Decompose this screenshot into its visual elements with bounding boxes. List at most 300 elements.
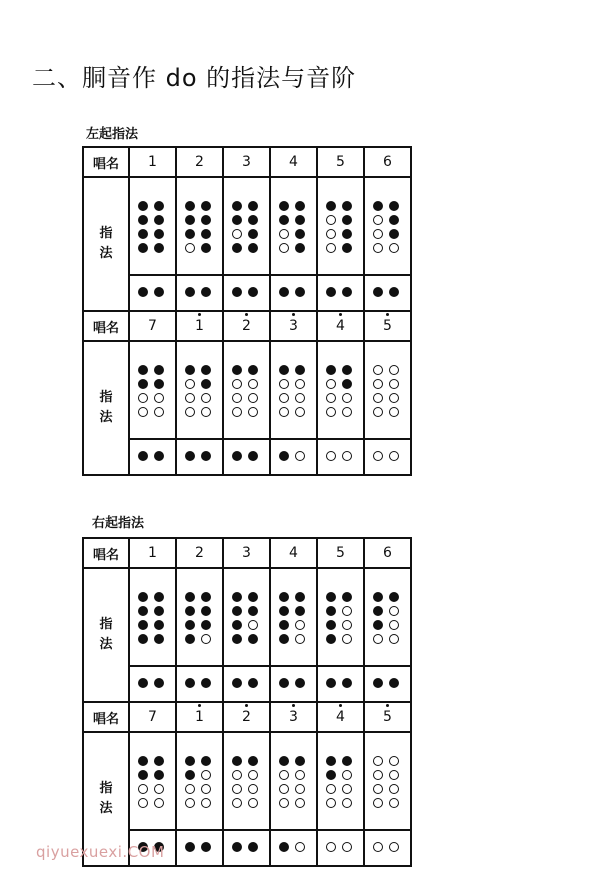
note-cell [223, 702, 270, 732]
upper-holes-cell [364, 732, 411, 830]
closed-hole-icon [138, 756, 148, 766]
closed-hole-icon [342, 229, 352, 239]
closed-hole-icon [185, 634, 195, 644]
closed-hole-icon [185, 606, 195, 616]
upper-holes-diagram [185, 756, 215, 808]
open-hole-icon [373, 842, 383, 852]
open-hole-icon [201, 770, 211, 780]
note-cell [176, 147, 223, 177]
open-hole-icon [373, 407, 383, 417]
closed-hole-icon [342, 201, 352, 211]
fingering-label-char: 指 [99, 781, 113, 796]
closed-hole-icon [201, 379, 211, 389]
upper-holes-diagram [138, 592, 168, 644]
closed-hole-icon [138, 229, 148, 239]
closed-hole-icon [279, 592, 289, 602]
closed-hole-icon [154, 365, 164, 375]
note-cell [317, 311, 364, 341]
high-octave-dot-icon [386, 704, 389, 707]
upper-holes-cell [364, 568, 411, 666]
closed-hole-icon [138, 451, 148, 461]
open-hole-icon [279, 379, 289, 389]
note-name: 1 [148, 545, 157, 561]
closed-hole-icon [154, 451, 164, 461]
closed-hole-icon [154, 678, 164, 688]
lower-holes-diagram [326, 287, 356, 297]
open-hole-icon [373, 365, 383, 375]
note-name-label: 唱名 [83, 311, 129, 341]
open-hole-icon [373, 798, 383, 808]
lower-holes-diagram [373, 842, 403, 852]
upper-holes-row [83, 341, 411, 439]
note-cell [317, 147, 364, 177]
section-label-right: 右起指法 [92, 516, 145, 531]
open-hole-icon [201, 798, 211, 808]
note-name: 4 [289, 545, 298, 561]
closed-hole-icon [201, 678, 211, 688]
closed-hole-icon [373, 678, 383, 688]
watermark: qiyuexuexi.COM [36, 843, 165, 861]
upper-holes-diagram [279, 592, 309, 644]
closed-hole-icon [373, 606, 383, 616]
open-hole-icon [342, 770, 352, 780]
note-cell [176, 702, 223, 732]
open-hole-icon [326, 229, 336, 239]
open-hole-icon [342, 393, 352, 403]
open-hole-icon [342, 634, 352, 644]
upper-holes-cell [317, 177, 364, 275]
closed-hole-icon [138, 201, 148, 211]
open-hole-icon [326, 393, 336, 403]
closed-hole-icon [201, 243, 211, 253]
open-hole-icon [138, 784, 148, 794]
upper-holes-diagram [232, 592, 262, 644]
open-hole-icon [279, 393, 289, 403]
closed-hole-icon [232, 365, 242, 375]
open-hole-icon [326, 243, 336, 253]
note-cell [270, 702, 317, 732]
open-hole-icon [232, 784, 242, 794]
open-hole-icon [185, 393, 195, 403]
lower-holes-diagram [373, 287, 403, 297]
closed-hole-icon [248, 634, 258, 644]
closed-hole-icon [248, 592, 258, 602]
high-octave-dot-icon [386, 313, 389, 316]
closed-hole-icon [279, 756, 289, 766]
closed-hole-icon [389, 215, 399, 225]
lower-holes-cell [176, 439, 223, 475]
upper-holes-diagram [373, 756, 403, 808]
upper-holes-diagram [185, 592, 215, 644]
closed-hole-icon [248, 287, 258, 297]
lower-holes-diagram [138, 451, 168, 461]
upper-holes-cell [176, 341, 223, 439]
open-hole-icon [295, 784, 305, 794]
upper-holes-cell [364, 341, 411, 439]
note-name: 5 [383, 318, 392, 334]
closed-hole-icon [232, 287, 242, 297]
lower-holes-cell [223, 666, 270, 702]
closed-hole-icon [248, 201, 258, 211]
open-hole-icon [248, 798, 258, 808]
section-label-left: 左起指法 [86, 127, 139, 142]
closed-hole-icon [138, 243, 148, 253]
note-name: 6 [383, 154, 392, 170]
open-hole-icon [279, 243, 289, 253]
upper-holes-cell [317, 341, 364, 439]
closed-hole-icon [154, 229, 164, 239]
note-cell [270, 147, 317, 177]
open-hole-icon [342, 842, 352, 852]
lower-holes-cell [223, 275, 270, 311]
closed-hole-icon [185, 215, 195, 225]
upper-holes-cell [364, 177, 411, 275]
lower-holes-diagram [185, 842, 215, 852]
lower-holes-cell [176, 275, 223, 311]
closed-hole-icon [154, 592, 164, 602]
lower-holes-cell [176, 830, 223, 866]
closed-hole-icon [295, 201, 305, 211]
closed-hole-icon [295, 756, 305, 766]
closed-hole-icon [232, 634, 242, 644]
closed-hole-icon [154, 201, 164, 211]
upper-holes-diagram [232, 365, 262, 417]
open-hole-icon [389, 770, 399, 780]
open-hole-icon [342, 451, 352, 461]
open-hole-icon [248, 620, 258, 630]
lower-holes-cell [364, 275, 411, 311]
open-hole-icon [389, 243, 399, 253]
open-hole-icon [279, 784, 289, 794]
fingering-table-right [82, 537, 412, 867]
lower-holes-diagram [185, 451, 215, 461]
note-name: 5 [383, 709, 392, 725]
closed-hole-icon [185, 451, 195, 461]
open-hole-icon [232, 393, 242, 403]
high-octave-dot-icon [339, 313, 342, 316]
open-hole-icon [326, 798, 336, 808]
upper-holes-diagram [326, 365, 356, 417]
note-name: 6 [383, 545, 392, 561]
closed-hole-icon [279, 287, 289, 297]
note-name: 7 [148, 318, 157, 334]
open-hole-icon [326, 407, 336, 417]
upper-holes-cell [223, 341, 270, 439]
closed-hole-icon [201, 842, 211, 852]
note-cell [317, 702, 364, 732]
upper-holes-diagram [279, 365, 309, 417]
upper-holes-diagram [185, 365, 215, 417]
high-octave-dot-icon [198, 704, 201, 707]
open-hole-icon [185, 243, 195, 253]
note-name: 4 [336, 709, 345, 725]
closed-hole-icon [248, 243, 258, 253]
note-cell [364, 311, 411, 341]
closed-hole-icon [342, 287, 352, 297]
open-hole-icon [295, 379, 305, 389]
note-name: 2 [195, 154, 204, 170]
upper-holes-cell [317, 732, 364, 830]
lower-holes-diagram [373, 678, 403, 688]
closed-hole-icon [138, 592, 148, 602]
closed-hole-icon [326, 678, 336, 688]
closed-hole-icon [389, 592, 399, 602]
open-hole-icon [326, 842, 336, 852]
note-cell [129, 147, 176, 177]
closed-hole-icon [248, 606, 258, 616]
closed-hole-icon [201, 287, 211, 297]
closed-hole-icon [138, 287, 148, 297]
open-hole-icon [248, 407, 258, 417]
lower-holes-row [83, 439, 411, 475]
closed-hole-icon [154, 620, 164, 630]
lower-holes-diagram [279, 451, 309, 461]
closed-hole-icon [248, 215, 258, 225]
open-hole-icon [201, 407, 211, 417]
lower-holes-cell [129, 275, 176, 311]
open-hole-icon [389, 620, 399, 630]
closed-hole-icon [185, 770, 195, 780]
note-name: 1 [195, 709, 204, 725]
open-hole-icon [295, 634, 305, 644]
closed-hole-icon [326, 620, 336, 630]
closed-hole-icon [154, 215, 164, 225]
open-hole-icon [279, 798, 289, 808]
lower-holes-cell [176, 666, 223, 702]
closed-hole-icon [248, 451, 258, 461]
open-hole-icon [248, 784, 258, 794]
note-name: 4 [289, 154, 298, 170]
open-hole-icon [389, 634, 399, 644]
open-hole-icon [373, 393, 383, 403]
note-name: 3 [289, 318, 298, 334]
lower-holes-cell [317, 275, 364, 311]
closed-hole-icon [232, 215, 242, 225]
high-octave-dot-icon [292, 313, 295, 316]
closed-hole-icon [342, 243, 352, 253]
open-hole-icon [389, 756, 399, 766]
upper-holes-diagram [326, 201, 356, 253]
closed-hole-icon [185, 229, 195, 239]
fingering-label-char: 法 [99, 410, 113, 425]
note-name-label: 唱名 [83, 702, 129, 732]
lower-holes-diagram [232, 287, 262, 297]
fingering-label [83, 341, 129, 475]
open-hole-icon [201, 634, 211, 644]
open-hole-icon [389, 606, 399, 616]
lower-holes-cell [270, 666, 317, 702]
lower-holes-diagram [185, 678, 215, 688]
open-hole-icon [232, 798, 242, 808]
closed-hole-icon [185, 201, 195, 211]
open-hole-icon [373, 379, 383, 389]
open-hole-icon [138, 393, 148, 403]
open-hole-icon [342, 784, 352, 794]
upper-holes-cell [270, 732, 317, 830]
open-hole-icon [373, 634, 383, 644]
closed-hole-icon [326, 287, 336, 297]
closed-hole-icon [201, 756, 211, 766]
closed-hole-icon [138, 379, 148, 389]
open-hole-icon [342, 407, 352, 417]
note-cell [223, 147, 270, 177]
closed-hole-icon [201, 215, 211, 225]
note-name: 4 [336, 318, 345, 334]
lower-holes-diagram [326, 842, 356, 852]
lower-holes-diagram [232, 842, 262, 852]
lower-holes-diagram [279, 287, 309, 297]
closed-hole-icon [154, 243, 164, 253]
note-name: 1 [195, 318, 204, 334]
upper-holes-diagram [326, 756, 356, 808]
closed-hole-icon [373, 201, 383, 211]
note-cell [270, 538, 317, 568]
closed-hole-icon [185, 365, 195, 375]
closed-hole-icon [185, 756, 195, 766]
closed-hole-icon [279, 842, 289, 852]
closed-hole-icon [201, 606, 211, 616]
open-hole-icon [295, 620, 305, 630]
lower-holes-diagram [326, 678, 356, 688]
closed-hole-icon [295, 243, 305, 253]
upper-holes-cell [223, 177, 270, 275]
lower-holes-cell [223, 830, 270, 866]
closed-hole-icon [295, 287, 305, 297]
note-name-label: 唱名 [83, 538, 129, 568]
note-cell [270, 311, 317, 341]
closed-hole-icon [279, 678, 289, 688]
upper-holes-row [83, 568, 411, 666]
note-name: 2 [242, 709, 251, 725]
upper-holes-diagram [279, 756, 309, 808]
fingering-label-char: 法 [99, 801, 113, 816]
closed-hole-icon [326, 606, 336, 616]
closed-hole-icon [248, 842, 258, 852]
note-name: 5 [336, 545, 345, 561]
upper-holes-row [83, 732, 411, 830]
note-cell [129, 538, 176, 568]
lower-holes-diagram [373, 451, 403, 461]
closed-hole-icon [373, 287, 383, 297]
lower-holes-diagram [232, 451, 262, 461]
high-octave-dot-icon [339, 704, 342, 707]
closed-hole-icon [389, 201, 399, 211]
upper-holes-diagram [138, 365, 168, 417]
open-hole-icon [138, 798, 148, 808]
open-hole-icon [389, 784, 399, 794]
lower-holes-cell [129, 666, 176, 702]
open-hole-icon [185, 798, 195, 808]
closed-hole-icon [154, 287, 164, 297]
closed-hole-icon [185, 592, 195, 602]
closed-hole-icon [326, 201, 336, 211]
open-hole-icon [295, 451, 305, 461]
open-hole-icon [248, 393, 258, 403]
open-hole-icon [389, 393, 399, 403]
open-hole-icon [326, 451, 336, 461]
closed-hole-icon [326, 634, 336, 644]
closed-hole-icon [138, 620, 148, 630]
fingering-label-char: 法 [99, 246, 113, 261]
upper-holes-diagram [138, 756, 168, 808]
closed-hole-icon [342, 365, 352, 375]
upper-holes-diagram [279, 201, 309, 253]
closed-hole-icon [279, 365, 289, 375]
lower-holes-cell [270, 275, 317, 311]
note-cell [129, 702, 176, 732]
note-name: 5 [336, 154, 345, 170]
note-name: 2 [242, 318, 251, 334]
open-hole-icon [154, 393, 164, 403]
note-name: 3 [289, 709, 298, 725]
open-hole-icon [295, 770, 305, 780]
closed-hole-icon [279, 606, 289, 616]
closed-hole-icon [248, 756, 258, 766]
open-hole-icon [138, 407, 148, 417]
upper-holes-cell [129, 568, 176, 666]
note-name: 7 [148, 709, 157, 725]
lower-holes-cell [270, 830, 317, 866]
open-hole-icon [154, 798, 164, 808]
open-hole-icon [154, 784, 164, 794]
fingering-label-char: 指 [99, 226, 113, 241]
closed-hole-icon [326, 756, 336, 766]
open-hole-icon [232, 407, 242, 417]
note-cell [223, 311, 270, 341]
open-hole-icon [342, 620, 352, 630]
closed-hole-icon [295, 678, 305, 688]
closed-hole-icon [342, 592, 352, 602]
open-hole-icon [279, 407, 289, 417]
note-cell [364, 702, 411, 732]
open-hole-icon [295, 393, 305, 403]
closed-hole-icon [232, 678, 242, 688]
upper-holes-cell [270, 177, 317, 275]
closed-hole-icon [279, 620, 289, 630]
fingering-label [83, 177, 129, 311]
open-hole-icon [373, 243, 383, 253]
upper-holes-cell [270, 568, 317, 666]
fingering-label-char: 法 [99, 637, 113, 652]
upper-holes-diagram [373, 201, 403, 253]
lower-holes-diagram [326, 451, 356, 461]
closed-hole-icon [185, 842, 195, 852]
upper-holes-diagram [326, 592, 356, 644]
open-hole-icon [373, 229, 383, 239]
note-name: 3 [242, 154, 251, 170]
open-hole-icon [248, 379, 258, 389]
lower-holes-cell [270, 439, 317, 475]
closed-hole-icon [232, 842, 242, 852]
closed-hole-icon [232, 243, 242, 253]
high-octave-dot-icon [292, 704, 295, 707]
open-hole-icon [232, 770, 242, 780]
fingering-label-char: 指 [99, 617, 113, 632]
lower-holes-diagram [138, 287, 168, 297]
open-hole-icon [389, 451, 399, 461]
lower-holes-diagram [279, 678, 309, 688]
closed-hole-icon [342, 215, 352, 225]
note-name: 1 [148, 154, 157, 170]
open-hole-icon [326, 379, 336, 389]
lower-holes-cell [364, 439, 411, 475]
lower-holes-diagram [279, 842, 309, 852]
closed-hole-icon [295, 365, 305, 375]
upper-holes-diagram [373, 365, 403, 417]
open-hole-icon [326, 215, 336, 225]
open-hole-icon [279, 770, 289, 780]
closed-hole-icon [279, 201, 289, 211]
